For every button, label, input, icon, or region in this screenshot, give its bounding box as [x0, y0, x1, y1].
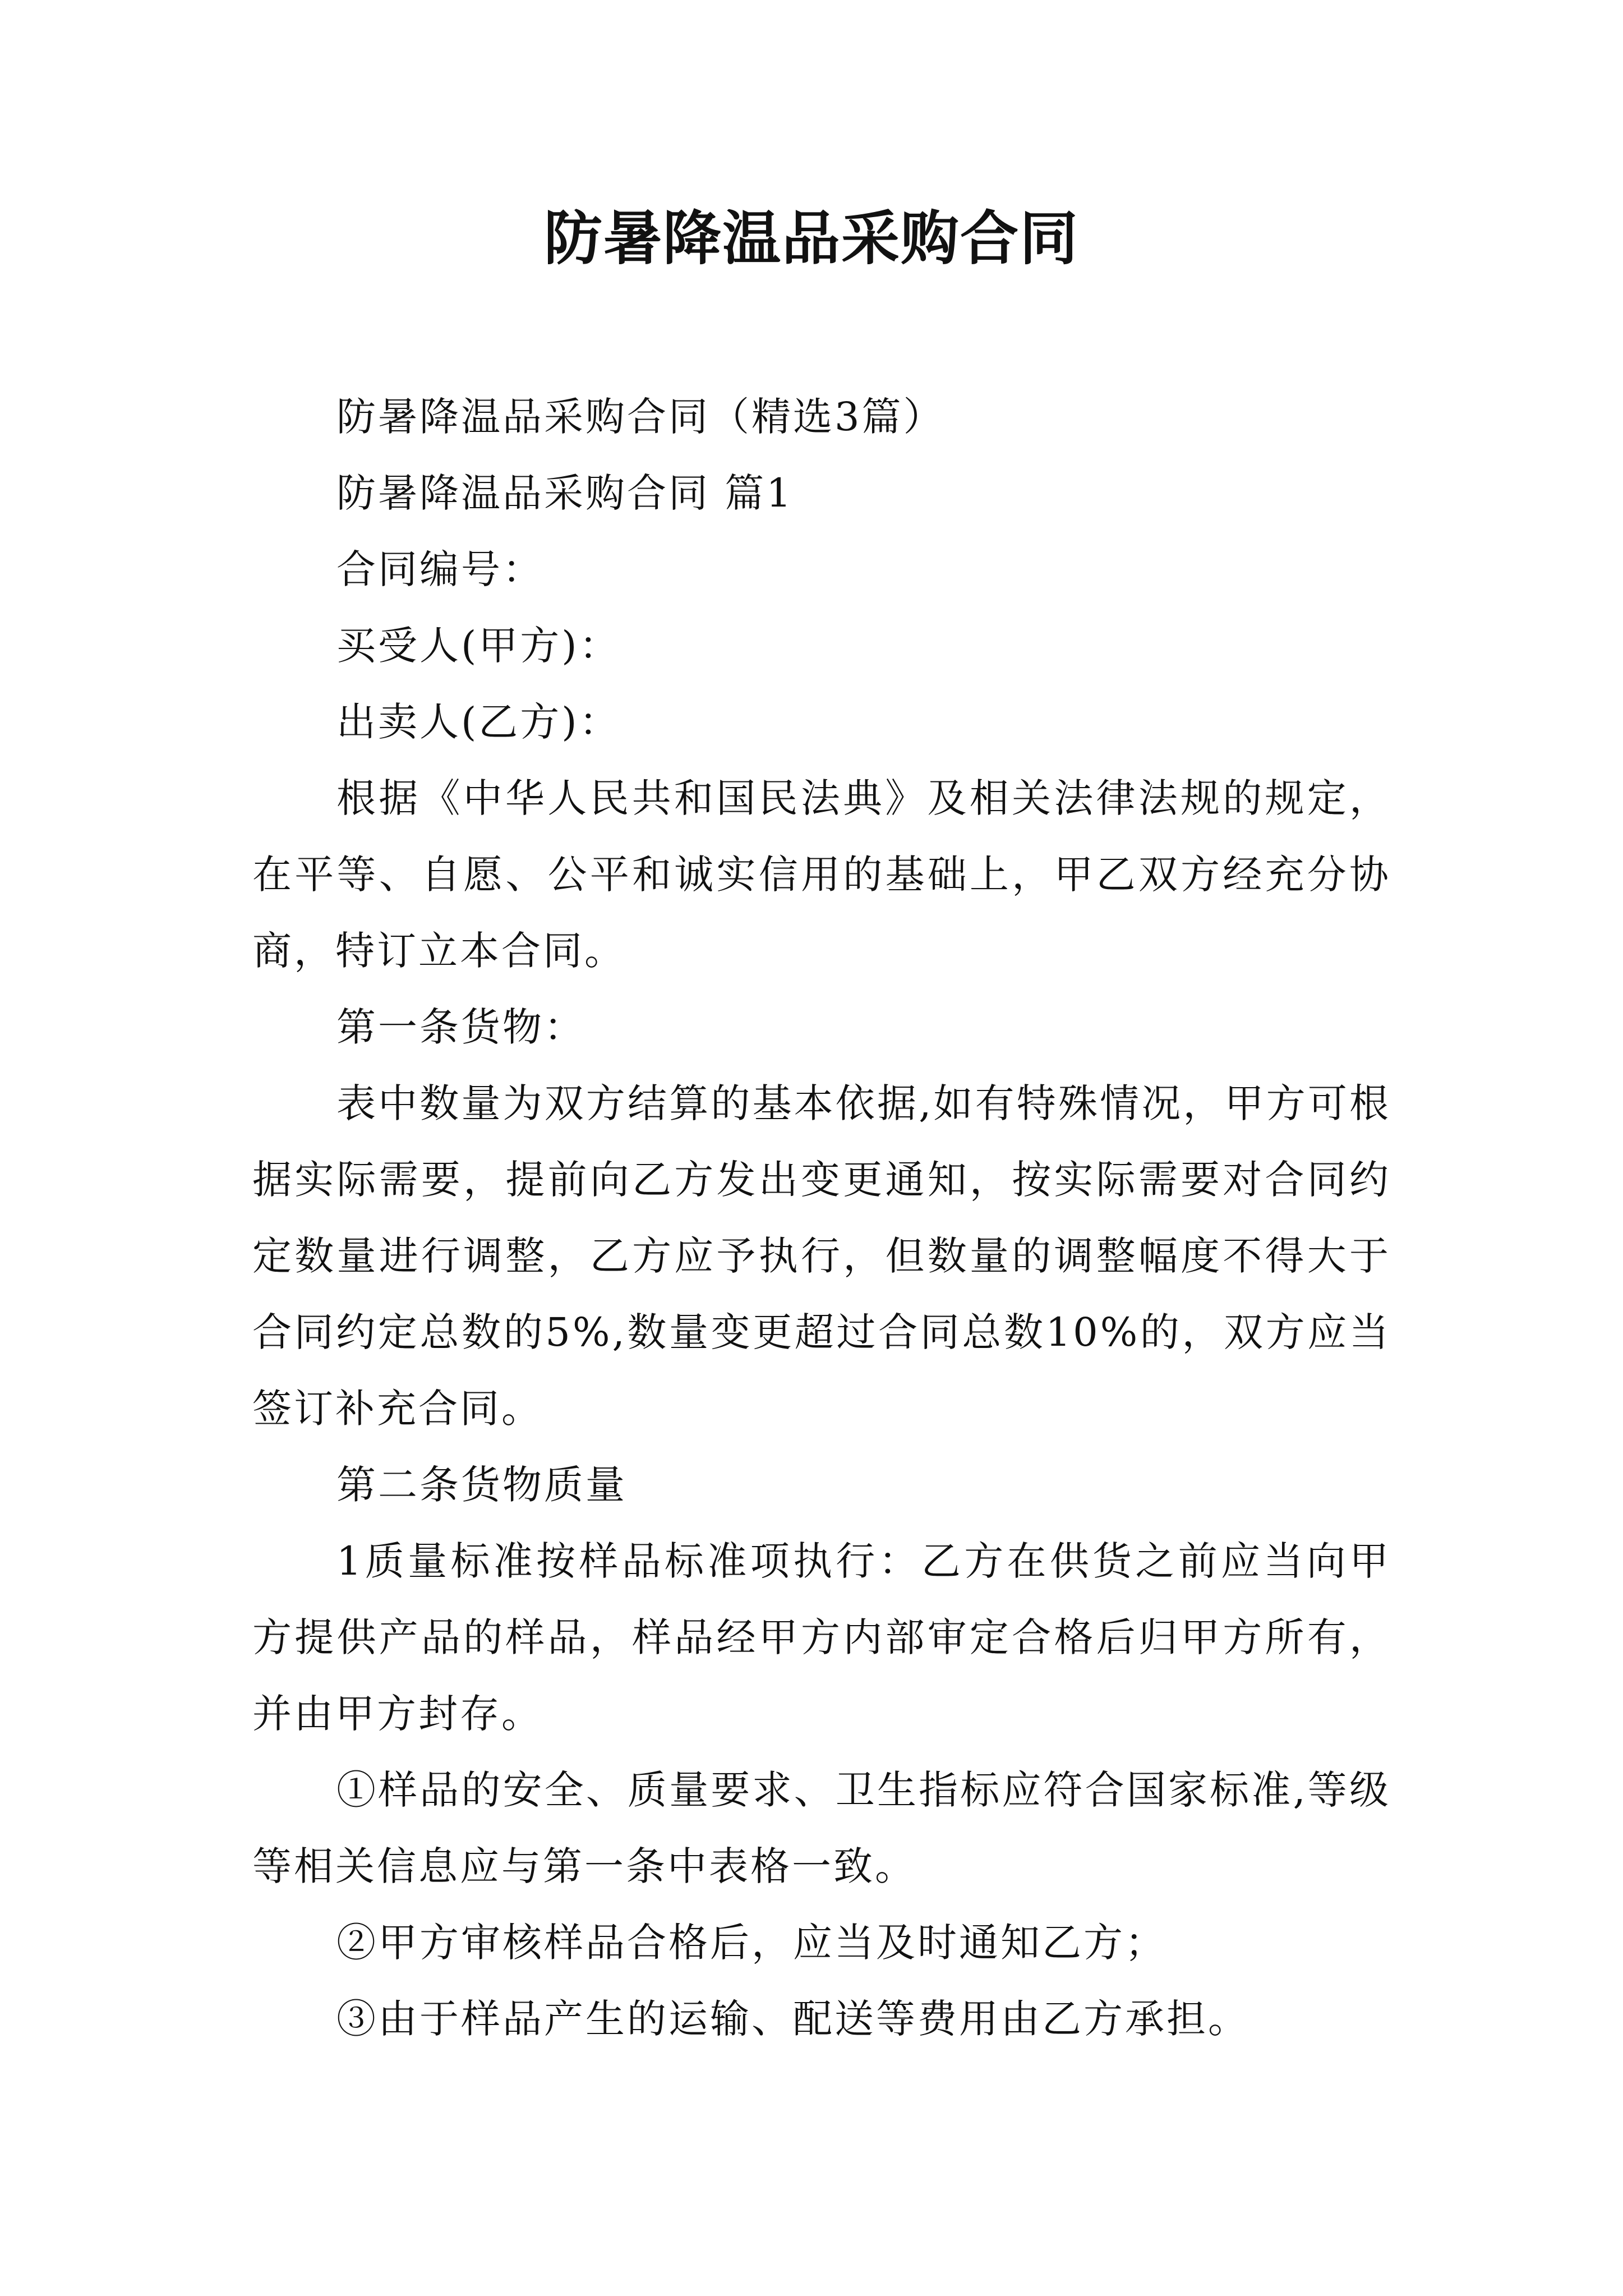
paragraph-sample-item-2: ②甲方审核样品合格后，应当及时通知乙方； — [336, 1920, 1166, 1966]
paragraph-preamble: 根据《中华人民共和国民法典》及相关法律法规的规定，在平等、自愿、公平和诚实信用的基础上，甲乙双方经充分协商，特订立本合同。 — [252, 775, 1391, 974]
paragraph-quality-standard: 1质量标准按样品标准项执行：乙方在供货之前应当向甲方提供产品的样品，样品经甲方内部审定合格后归甲方所有，并由甲方封存。 — [252, 1538, 1391, 1737]
paragraph-collection-title: 防暑降温品采购合同（精选3篇） — [336, 394, 945, 440]
paragraph-sample-item-1: ①样品的安全、质量要求、卫生指标应符合国家标准,等级等相关信息应与第一条中表格一致。 — [252, 1767, 1391, 1889]
paragraph-article-1-heading: 第一条货物： — [336, 1004, 585, 1050]
paragraph-article-1-body: 表中数量为双方结算的基本依据,如有特殊情况，甲方可根据实际需要，提前向乙方发出变更通知，按实际需要对合同约定数量进行调整，乙方应予执行，但数量的调整幅度不得大于合同约定总数的5%,数量变更超过合同总数10%的，双方应当签订补充合同。 — [252, 1080, 1391, 1432]
paragraph-buyer: 买受人(甲方)： — [336, 623, 621, 669]
paragraph-seller: 出卖人(乙方)： — [336, 699, 621, 745]
paragraph-contract-number: 合同编号： — [336, 546, 544, 592]
document-body — [252, 379, 1391, 2057]
paragraph-part-heading: 防暑降温品采购合同 篇1 — [336, 470, 794, 516]
document-title: 防暑降温品采购合同 — [543, 204, 1079, 273]
paragraph-article-2-heading: 第二条货物质量 — [336, 1462, 627, 1508]
paragraph-sample-item-3: ③由于样品产生的运输、配送等费用由乙方承担。 — [336, 1996, 1249, 2042]
